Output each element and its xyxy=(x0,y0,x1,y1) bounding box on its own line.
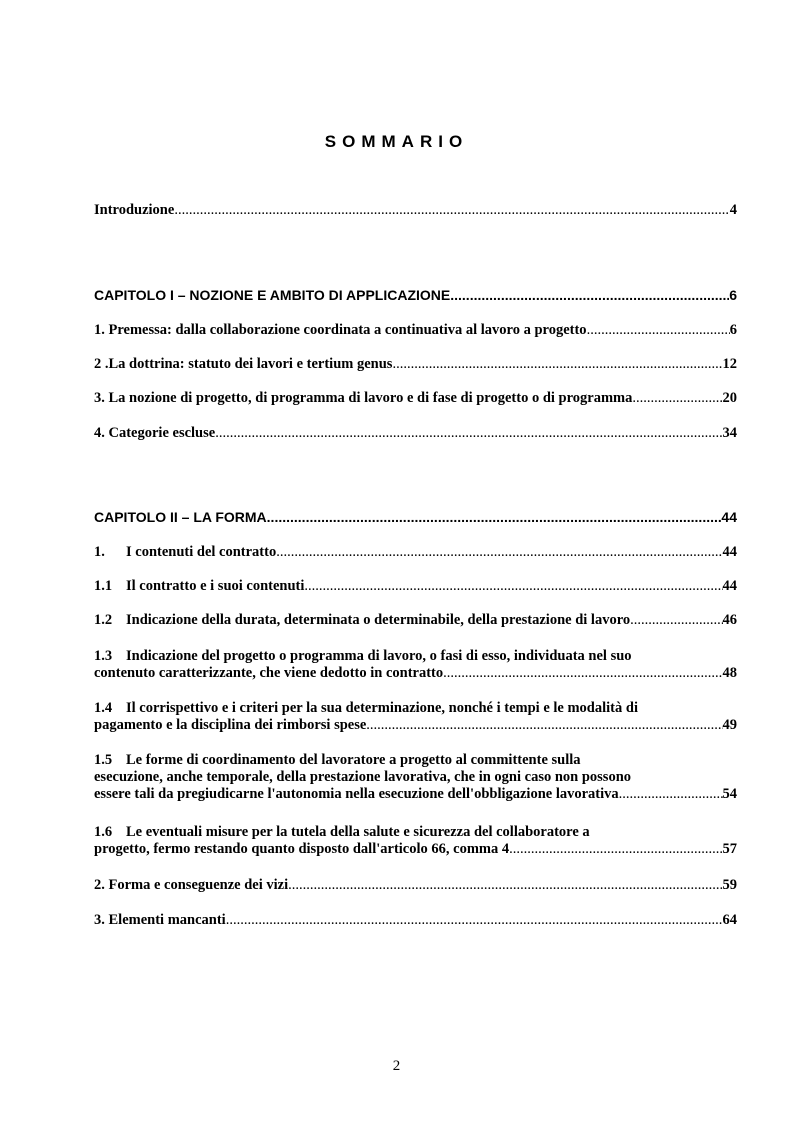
toc-entry-number: 1. xyxy=(94,544,105,560)
toc-leader xyxy=(226,912,723,929)
toc-entry[interactable] xyxy=(94,356,737,373)
toc-page-number: 44 xyxy=(722,578,737,594)
toc-entry-label: 3. La nozione di progetto, di programma di lavoro e di fase di progetto o di programma xyxy=(94,390,633,406)
toc-leader xyxy=(509,841,722,858)
toc-page-number: 44 xyxy=(721,509,737,525)
toc-entry-label: Il contratto e i suoi contenuti xyxy=(126,578,305,594)
toc-entry-label: 1. Premessa: dalla collaborazione coordinata a continuativa al lavoro a progetto xyxy=(94,322,587,338)
toc-entry-label: contenuto caratterizzante, che viene dedotto in contratto xyxy=(94,665,444,681)
toc-page-number: 6 xyxy=(729,287,737,303)
toc-page-number: 64 xyxy=(722,912,737,928)
toc-entry-label: Introduzione xyxy=(94,202,175,218)
toc-page-number: 54 xyxy=(722,786,737,802)
toc-leader xyxy=(304,578,722,595)
toc-chapter-label: CAPITOLO I – NOZIONE E AMBITO DI APPLICAZIONE xyxy=(94,287,451,303)
toc-entry-label: progetto, fermo restando quanto disposto dall'articolo 66, comma 4 xyxy=(94,841,510,857)
toc-entry-label-line: Le eventuali misure per la tutela della salute e sicurezza del collaboratore a xyxy=(126,824,590,840)
toc-entry-label: 3. Elementi mancanti xyxy=(94,912,226,928)
toc-chapter-2-heading[interactable] xyxy=(94,509,737,526)
toc-entry-label: 2 .La dottrina: statuto dei lavori e tertium genus xyxy=(94,356,393,372)
toc-entry-number: 1.4 xyxy=(94,700,113,716)
toc-entry-label: I contenuti del contratto xyxy=(126,544,277,560)
toc-entry-label: Indicazione della durata, determinata o determinabile, della prestazione di lavoro xyxy=(126,612,631,628)
toc-entry-label: 4. Categorie escluse xyxy=(94,425,216,441)
toc-page-number: 12 xyxy=(722,356,737,372)
toc-leader xyxy=(632,390,722,407)
toc-leader xyxy=(443,665,722,682)
toc-leader xyxy=(366,717,722,734)
page-number: 2 xyxy=(392,1058,401,1074)
toc-leader xyxy=(215,425,722,442)
toc-entry-label-line: esecuzione, anche temporale, della prestazione lavorativa, che in ogni caso non possono xyxy=(94,769,632,785)
toc-page-number: 46 xyxy=(722,612,737,628)
toc-entry-multiline[interactable] xyxy=(94,648,737,682)
toc-page-number: 20 xyxy=(722,390,737,406)
toc-entry-number: 1.3 xyxy=(94,648,113,664)
toc-page-number: 59 xyxy=(722,877,737,893)
toc-entry-label: pagamento e la disciplina dei rimborsi spese xyxy=(94,717,367,733)
toc-entry-label-line: Il corrispettivo e i criteri per la sua determinazione, nonché i tempi e le modalità di xyxy=(126,700,638,716)
toc-leader xyxy=(450,287,729,304)
toc-page-number: 57 xyxy=(722,841,737,857)
toc-entry-label-line: Le forme di coordinamento del lavoratore a progetto al committente sulla xyxy=(126,752,581,768)
toc-page-number: 49 xyxy=(722,717,737,733)
toc-page-number: 4 xyxy=(729,202,737,218)
toc-entry[interactable] xyxy=(94,390,737,407)
page-title: SOMMARIO xyxy=(324,132,469,151)
toc-entry[interactable] xyxy=(94,544,737,561)
toc-entry[interactable] xyxy=(94,877,737,894)
toc-leader xyxy=(619,786,723,803)
toc-entry-multiline[interactable] xyxy=(94,752,737,803)
toc-leader xyxy=(267,509,722,526)
toc-leader xyxy=(392,356,722,373)
toc-entry[interactable] xyxy=(94,612,737,629)
toc-leader xyxy=(276,544,722,561)
toc-entry-label: essere tali da pregiudicarne l'autonomia nella esecuzione dell'obbligazione lavorativa xyxy=(94,786,619,802)
toc-entry[interactable] xyxy=(94,578,737,595)
toc-chapter-label: CAPITOLO II – LA FORMA xyxy=(94,509,267,525)
toc-entry-number: 1.2 xyxy=(94,612,113,628)
toc-leader xyxy=(174,202,729,219)
toc-entry-number: 1.6 xyxy=(94,824,113,840)
toc-entry-label-line: Indicazione del progetto o programma di lavoro, o fasi di esso, individuata nel suo xyxy=(126,648,632,664)
toc-entry[interactable] xyxy=(94,912,737,929)
toc-page-number: 48 xyxy=(722,665,737,681)
toc-page-number: 34 xyxy=(722,425,737,441)
toc-page-number: 44 xyxy=(722,544,737,560)
toc-entry[interactable] xyxy=(94,322,737,339)
toc-entry-multiline[interactable] xyxy=(94,824,737,858)
toc-entry-number: 1.1 xyxy=(94,578,113,594)
toc-entry-introduzione[interactable] xyxy=(94,202,737,219)
toc-leader xyxy=(587,322,730,339)
toc-entry[interactable] xyxy=(94,425,737,442)
toc-entry-number: 1.5 xyxy=(94,752,113,768)
toc-page-number: 6 xyxy=(729,322,737,338)
toc-chapter-1-heading[interactable] xyxy=(94,287,737,304)
toc-leader xyxy=(630,612,722,629)
toc-leader xyxy=(288,877,722,894)
toc-entry-multiline[interactable] xyxy=(94,700,737,734)
toc-entry-label: 2. Forma e conseguenze dei vizi xyxy=(94,877,289,893)
